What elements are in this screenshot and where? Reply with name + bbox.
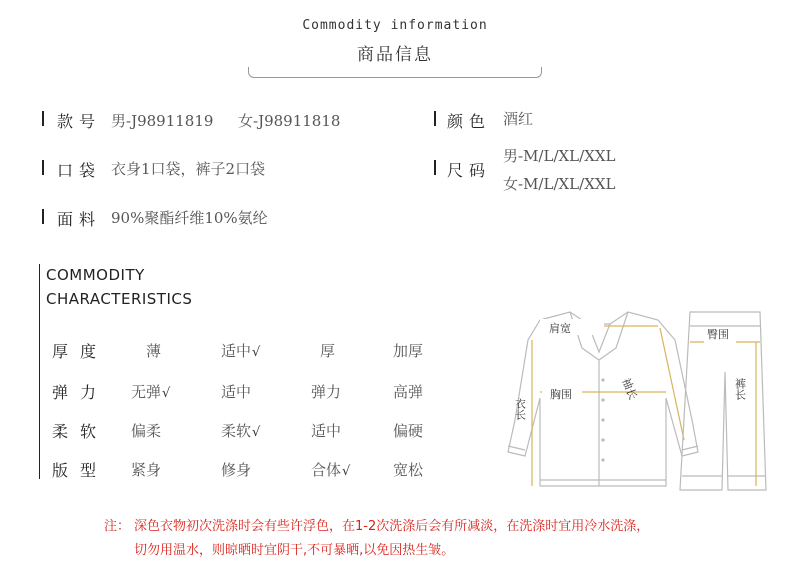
char-option: [393, 459, 423, 480]
char-row-label: 柔软: [52, 422, 109, 441]
title-underline: [248, 67, 542, 78]
header-subtitle: Commodity information: [302, 18, 488, 33]
size-diagram: [470, 300, 780, 500]
char-option-text: 紧身: [131, 461, 162, 479]
char-row-label: 厚度: [52, 342, 109, 361]
length-label: 衣长: [513, 398, 527, 420]
pocket-label: 口袋: [57, 161, 102, 180]
shirt-measure-lines: [532, 326, 684, 486]
characteristics-title-line2: CHARACTERISTICS: [46, 290, 193, 308]
material-value: 90%聚酯纤维10%氨纶: [111, 209, 268, 227]
material-label: 面料: [57, 210, 102, 229]
char-option-text: 柔软: [221, 422, 252, 440]
char-option: [221, 340, 260, 361]
char-option: [393, 420, 423, 441]
char-option-text: 高弹: [393, 383, 424, 401]
info-bar-model: [42, 111, 44, 126]
char-option: [131, 381, 170, 402]
pants-measure-lines: [690, 342, 760, 486]
shirt-buttons: [601, 378, 604, 461]
char-option: [393, 381, 423, 402]
char-option: [311, 381, 341, 402]
pocket-value: 衣身1口袋，裤子2口袋: [111, 160, 266, 178]
check-mark-icon: √: [252, 425, 261, 440]
note-line2: 切勿用温水，则晾晒时宜阴干,不可暴晒,以免因热生皱。: [134, 543, 455, 558]
char-option: [146, 340, 161, 361]
note-line1: 深色衣物初次洗涤时会有些许浮色，在1-2次洗涤后会有所减淡，在洗涤时宜用冷水洗涤，: [134, 519, 650, 534]
char-option: [311, 420, 341, 441]
model-value-male: 男-J98911819: [111, 112, 214, 130]
char-option-text: 适中: [311, 422, 342, 440]
char-option: [393, 340, 423, 361]
characteristics-divider: [39, 264, 40, 479]
waist-label: 臀围: [707, 328, 729, 341]
char-option-text: 适中: [221, 342, 252, 360]
check-mark-icon: √: [342, 464, 351, 479]
check-mark-icon: √: [252, 345, 261, 360]
char-option: [131, 459, 161, 480]
char-option: [221, 381, 251, 402]
page-title: 商品信息: [357, 45, 433, 65]
char-option-text: 弹力: [311, 383, 342, 401]
char-option-text: 合体: [311, 461, 342, 479]
model-label: 款号: [57, 112, 102, 131]
char-row-label: 弹力: [52, 383, 109, 402]
char-option-text: 偏硬: [393, 422, 424, 440]
char-option: [221, 420, 260, 441]
char-option: [131, 420, 161, 441]
info-bar-material: [42, 209, 44, 224]
char-option-text: 厚: [320, 342, 336, 360]
note-prefix: 注：: [104, 519, 131, 534]
char-option-text: 薄: [146, 342, 162, 360]
info-bar-size: [434, 160, 436, 175]
check-mark-icon: √: [162, 386, 171, 401]
color-value: 酒红: [503, 110, 534, 128]
char-option-text: 修身: [221, 461, 252, 479]
size-label: 尺码: [447, 161, 492, 180]
pants-length-label: 裤长: [733, 378, 747, 400]
size-value-male: 男-M/L/XL/XXL: [503, 147, 616, 165]
shoulder-label: 肩宽: [549, 322, 571, 335]
characteristics-title-line1: COMMODITY: [46, 266, 145, 284]
char-option-text: 无弹: [131, 383, 162, 401]
char-option-text: 加厚: [393, 342, 424, 360]
info-bar-color: [434, 111, 436, 126]
size-value-female: 女-M/L/XL/XXL: [503, 175, 616, 193]
char-option: [311, 459, 350, 480]
model-value-female: 女-J98911818: [238, 112, 341, 130]
chest-label: 胸围: [550, 388, 572, 401]
char-option-text: 宽松: [393, 461, 424, 479]
sleeve-label: 袖长: [619, 376, 640, 402]
color-label: 颜色: [447, 112, 492, 131]
char-option-text: 偏柔: [131, 422, 162, 440]
char-option-text: 适中: [221, 383, 252, 401]
char-row-label: 版型: [52, 461, 109, 480]
char-option: [221, 459, 251, 480]
info-bar-pocket: [42, 160, 44, 175]
char-option: [320, 340, 335, 361]
